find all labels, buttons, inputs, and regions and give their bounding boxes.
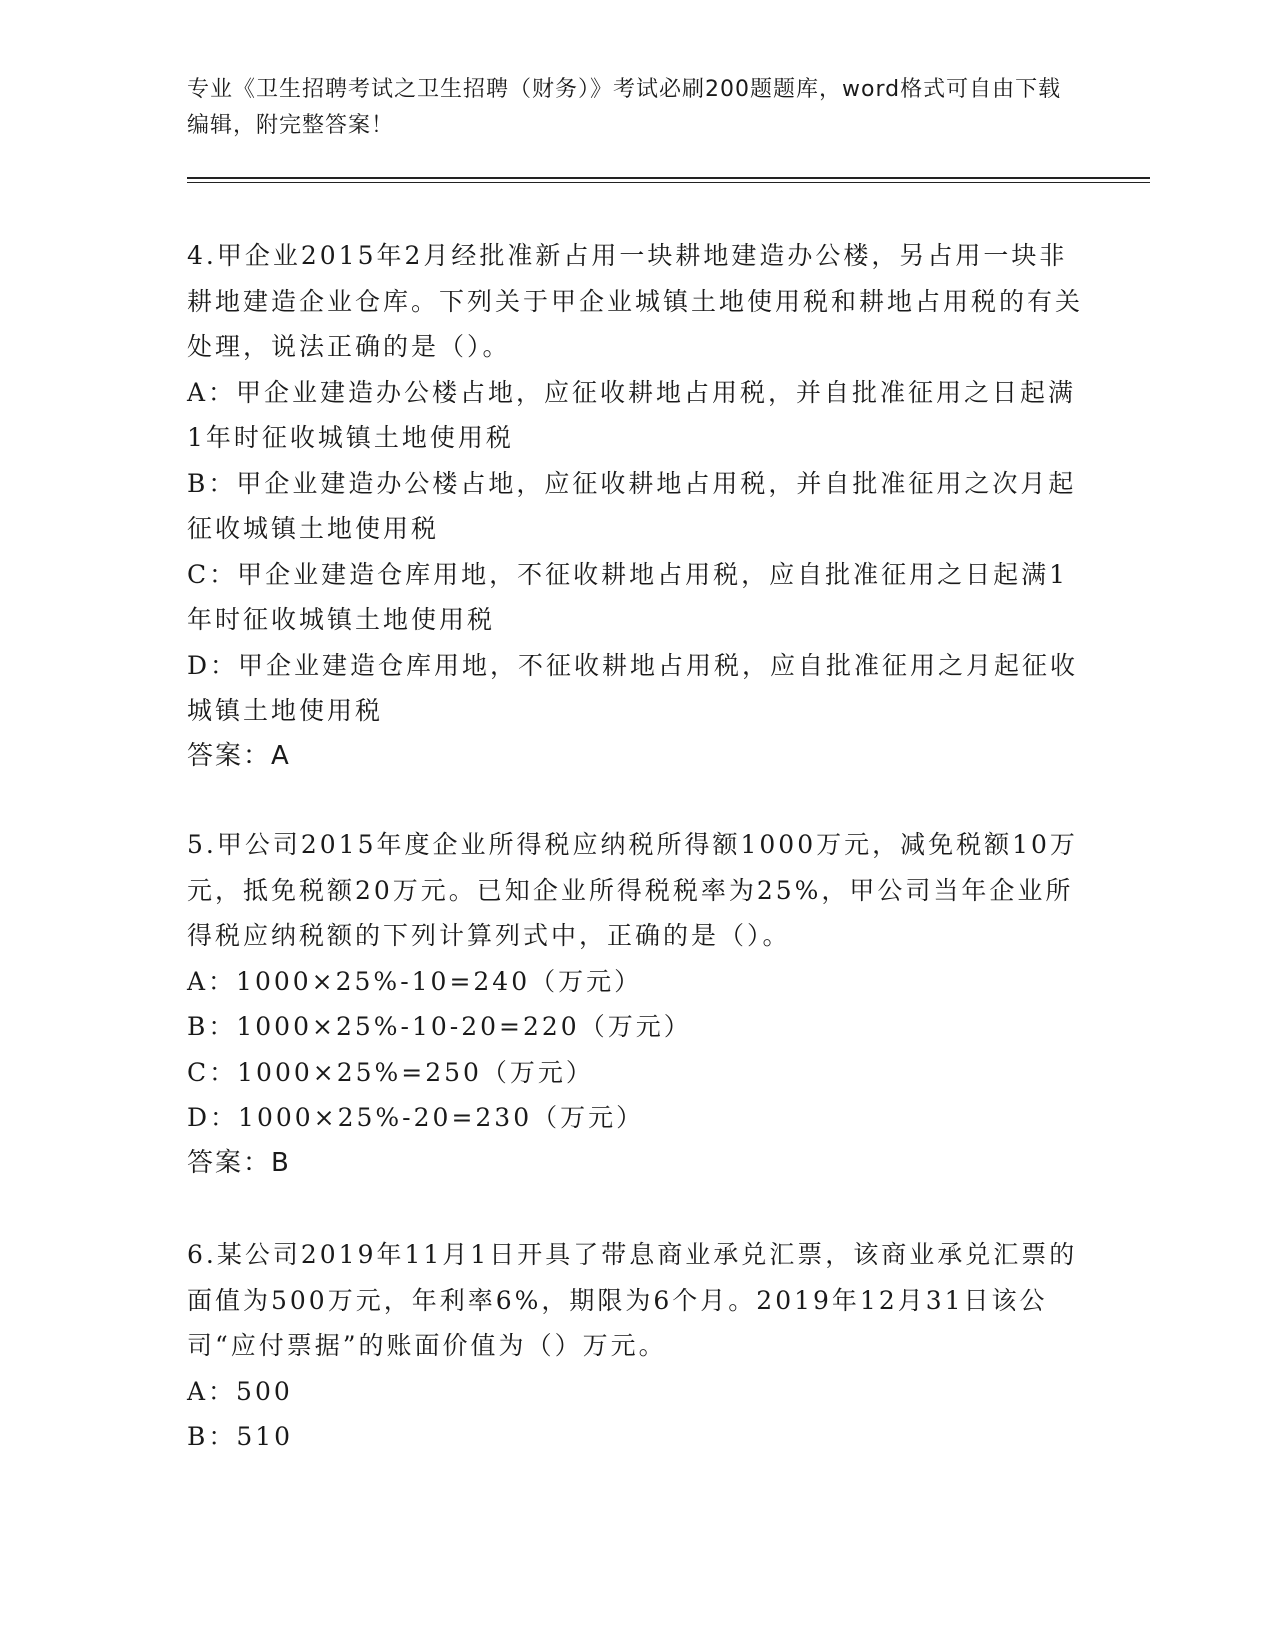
option-d: D：1000×25%-20=230（万元）: [187, 1103, 645, 1132]
option-b: B：1000×25%-10-20=220（万元）: [187, 1012, 692, 1041]
question-5: [187, 822, 1087, 1186]
option-b: B：甲企业建造办公楼占地，应征收耕地占用税，并自批准征用之次月起征收城镇土地使用税: [187, 468, 1077, 543]
option-b: B：510: [187, 1422, 294, 1451]
answer: 答案：A: [187, 740, 291, 771]
option-a: A：甲企业建造办公楼占地，应征收耕地占用税，并自批准征用之日起满1年时征收城镇土地使用税: [187, 377, 1077, 452]
question-6: [187, 1232, 1087, 1460]
question-stem: 5.甲公司2015年度企业所得税应纳税所得额1000万元，减免税额10万元，抵免税额20万元。已知企业所得税税率为25%，甲公司当年企业所得税应纳税额的下列计算列式中，正确的是（）。: [187, 830, 1078, 950]
document-header: 专业《卫生招聘考试之卫生招聘（财务）》考试必刷200题题库，word格式可自由下载编辑，附完整答案！: [187, 77, 1062, 138]
header-divider-thin: [187, 182, 1150, 183]
question-stem: 4.甲企业2015年2月经批准新占用一块耕地建造办公楼，另占用一块非耕地建造企业仓库。下列关于甲企业城镇土地使用税和耕地占用税的有关处理，说法正确的是（）。: [187, 241, 1084, 361]
question-4: [187, 233, 1087, 779]
option-a: A：500: [187, 1376, 293, 1406]
answer: 答案：B: [187, 1147, 291, 1178]
option-d: D：甲企业建造仓库用地，不征收耕地占用税，应自批准征用之月起征收城镇土地使用税: [187, 650, 1079, 725]
option-c: C：1000×25%=250（万元）: [187, 1057, 594, 1087]
header-divider-thick: [187, 177, 1150, 179]
option-a: A：1000×25%-10=240（万元）: [187, 966, 643, 996]
option-c: C：甲企业建造仓库用地，不征收耕地占用税，应自批准征用之日起满1年时征收城镇土地使用税: [187, 559, 1069, 634]
question-stem: 6.某公司2019年11月1日开具了带息商业承兑汇票，该商业承兑汇票的面值为500万元，年利率6%，期限为6个月。2019年12月31日该公司“应付票据”的账面价值为（）万元。: [187, 1240, 1078, 1360]
